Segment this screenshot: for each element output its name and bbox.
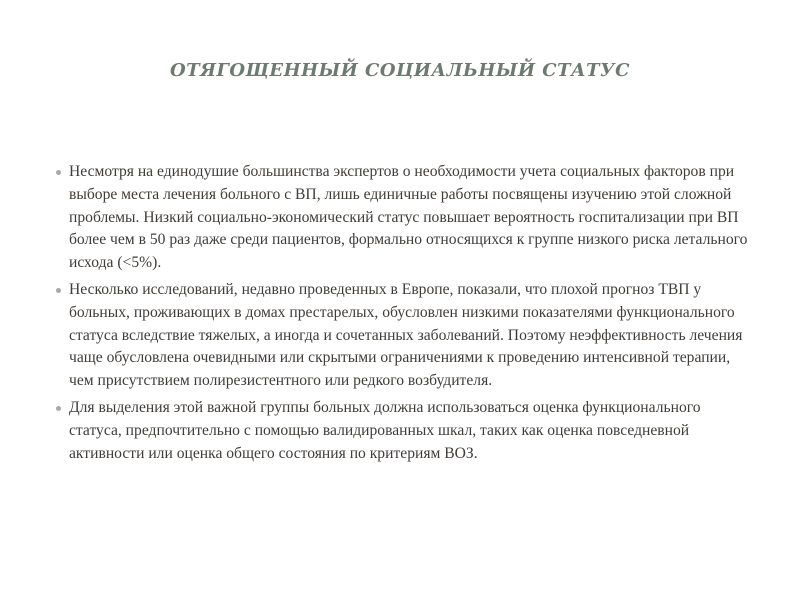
- bullet-list: [55, 161, 755, 465]
- bullet-dot-icon: [56, 288, 61, 293]
- slide-title: ОТЯГОЩЕННЫЙ СОЦИАЛЬНЫЙ СТАТУС: [170, 60, 630, 81]
- slide-body: [55, 161, 755, 469]
- bullet-text: Для выделения этой важной группы больных должна использоваться оценка функционального статуса, предпочтительно с помощью валидированных шкал, таких как оценка повседневной активности или оценка общего состояния по критериям ВОЗ.: [69, 398, 701, 462]
- bullet-item: [55, 279, 755, 393]
- bullet-text: Несмотря на единодушие большинства экспертов о необходимости учета социальных факторов при выборе места лечения больного с ВП, лишь единичные работы посвящены изучению этой сложной проблемы. Низкий социально-экономический статус повышает вероятность госпитализации при ВП более чем в 50 раз даже среди пациентов, формально относящихся к группе низкого риска летального исхода (<5%).: [69, 163, 748, 272]
- bullet-dot-icon: [56, 406, 61, 411]
- bullet-item: [55, 161, 755, 275]
- bullet-text: Несколько исследований, недавно проведенных в Европе, показали, что плохой прогноз ТВП у больных, проживающих в домах престарелых, обусловлен низкими показателями функционального статуса вследствие тяжелых, а иногда и сочетанных заболеваний. Поэтому неэффективность лечения чаще обусловлена очевидными или скрытыми ограничениями к проведению интенсивной терапии, чем присутствием полирезистентного или редкого возбудителя.: [69, 280, 743, 390]
- bullet-dot-icon: [56, 170, 61, 175]
- bullet-item: [55, 397, 755, 465]
